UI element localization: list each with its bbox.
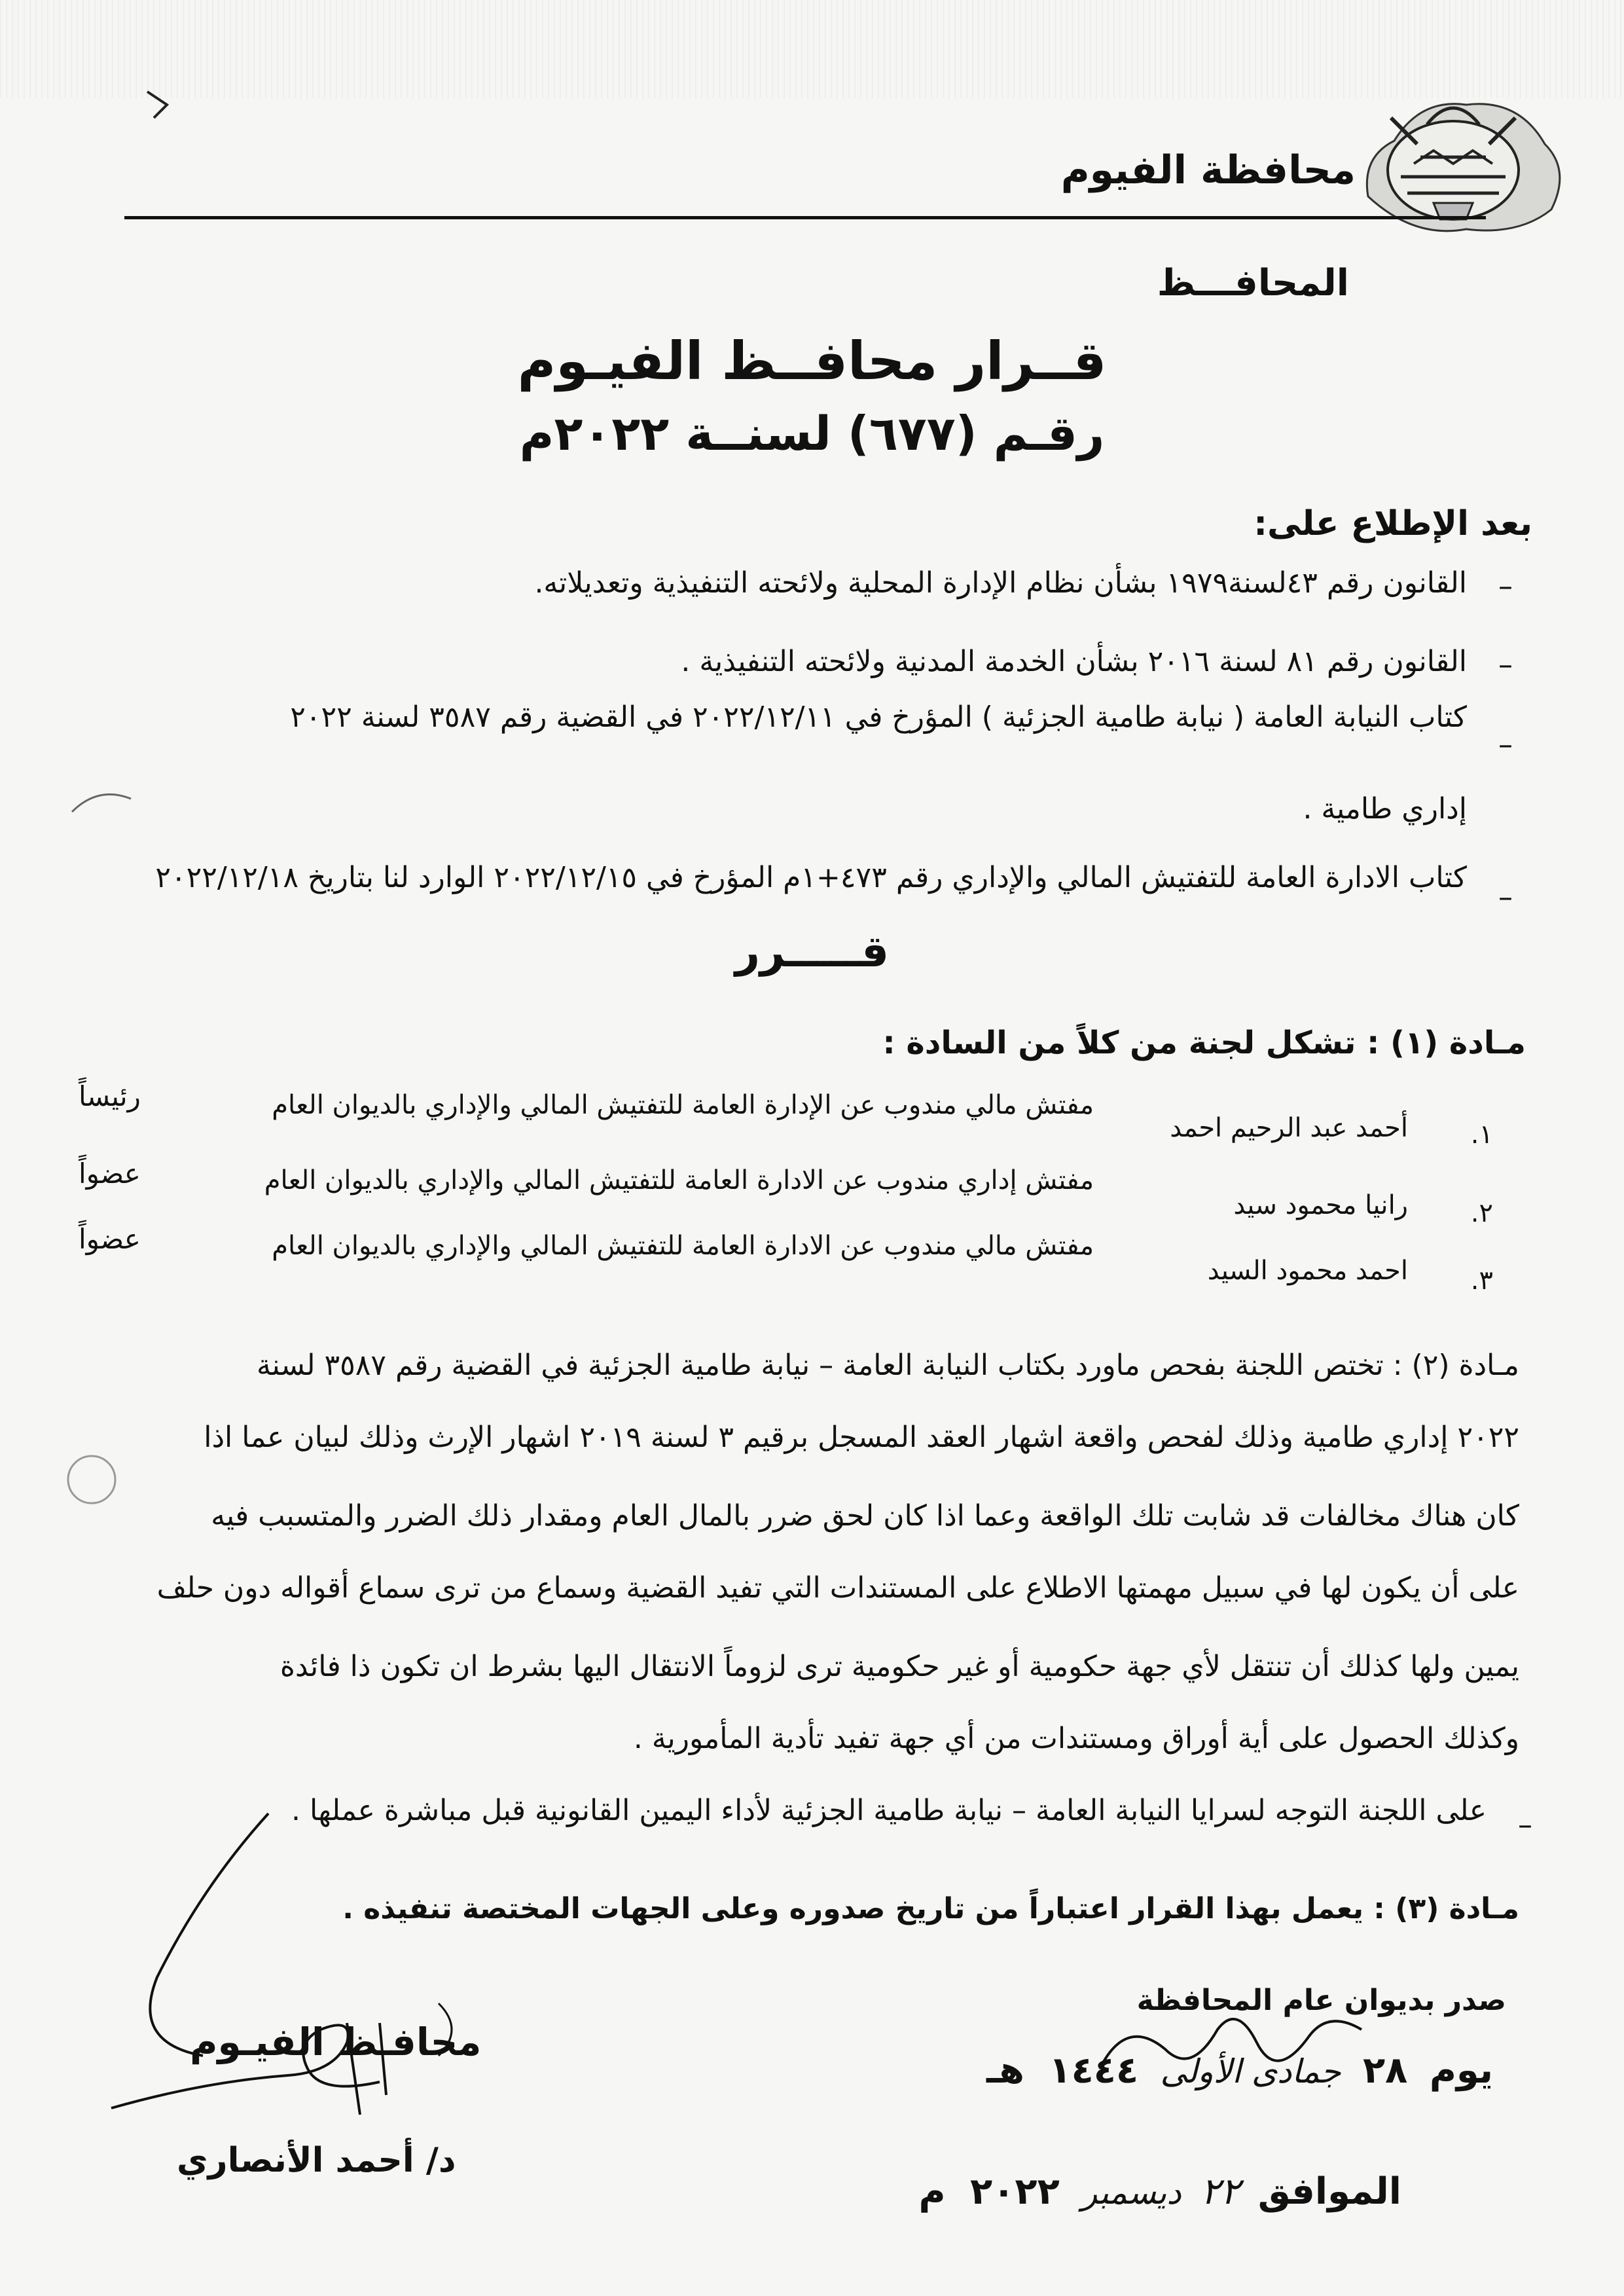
greg-month-handwritten: ديسمبر — [1081, 2174, 1182, 2212]
member-1-position: مفتش مالي مندوب عن الإدارة العامة للتفتيش المالي والإداري بالديوان العام — [272, 1090, 1094, 1120]
margin-mark — [59, 773, 151, 838]
issuance-place: صدر بديوان عام المحافظة — [1136, 1984, 1506, 2017]
governorate-name: محافظة الفيوم — [1060, 147, 1356, 193]
handwritten-signature — [72, 1807, 530, 2147]
authority-label: المحافـــظ — [1157, 262, 1349, 304]
preamble-item-1: القانون رقم ٤٣لسنة١٩٧٩ بشأن نظام الإدارة المحلية ولائحته التنفيذية وتعديلاته. — [534, 566, 1467, 600]
decision-heading: قـــــرر — [734, 926, 890, 977]
decree-title: قــرار محافــظ الفيـوم — [517, 331, 1107, 392]
article-2-line-2: ٢٠٢٢ إداري طامية وذلك لفحص واقعة اشهار العقد المسجل برقيم ٣ لسنة ٢٠١٩ اشهار الإرث وذلك لبيان عما اذا — [204, 1421, 1519, 1454]
hijri-month-handwritten: جمادى الأولى — [1160, 2052, 1341, 2090]
bullet-dash: – — [1498, 881, 1513, 914]
article-2-line-6: وكذلك الحصول على أية أوراق ومستندات من أي جهة تفيد تأدية المأمورية . — [633, 1722, 1519, 1755]
hijri-day: ٢٨ — [1362, 2049, 1408, 2092]
member-1-role: رئيساً — [79, 1080, 141, 1112]
greg-day: ٢٢ — [1200, 2170, 1240, 2213]
article-2-note: على اللجنة التوجه لسرايا النيابة العامة – نيابة طامية الجزئية لأداء اليمين القانونية قبل مباشرة عملها . — [291, 1794, 1487, 1827]
article-2-line-3: كان هناك مخالفات قد شابت تلك الواقعة وعما اذا كان لحق ضرر بالمال العام ومقدار ذلك الضرر والمتسبب فيه — [211, 1499, 1519, 1533]
member-3-position: مفتش مالي مندوب عن الادارة العامة للتفتيش المالي والإداري بالديوان العام — [272, 1231, 1094, 1261]
preamble-item-4: كتاب الادارة العامة للتفتيش المالي والإداري رقم ٤٧٣+١م المؤرخ في ٢٠٢٢/١٢/١٥ الوارد لنا بتاريخ ٢٠٢٢/١٢/١٨ — [155, 861, 1467, 894]
greg-year: ٢٠٢٢ — [970, 2170, 1060, 2213]
article-2-line-4: على أن يكون لها في سبيل مهمتها الاطلاع على المستندات التي تفيد القضية وسماع من ترى سماع أقواله دون حلف — [156, 1571, 1519, 1605]
member-3-name: احمد محمود السيد — [1207, 1256, 1408, 1286]
greg-suffix: م — [918, 2170, 946, 2213]
hijri-suffix: هـ — [986, 2049, 1024, 2092]
signatory-name: د/ أحمد الأنصاري — [177, 2141, 456, 2180]
gregorian-date — [918, 2170, 1401, 2213]
punch-hole-mark — [62, 1450, 121, 1509]
hijri-year: ١٤٤٤ — [1049, 2049, 1139, 2092]
article-3: مـادة (٣) : يعمل بهذا القرار اعتباراً من تاريخ صدوره وعلى الجهات المختصة تنفيذه . — [342, 1892, 1519, 1925]
member-1-name: أحمد عبد الرحيم احمد — [1170, 1113, 1408, 1143]
bullet-dash: – — [1498, 570, 1513, 603]
member-2-name: رانيا محمود سيد — [1233, 1190, 1408, 1220]
preamble-heading: بعد الإطلاع على: — [1254, 504, 1532, 543]
preamble-item-3: كتاب النيابة العامة ( نيابة طامية الجزئية ) المؤرخ في ٢٠٢٢/١٢/١١ في القضية رقم ٣٥٨٧ لسنة ٢٠٢٢ — [290, 701, 1467, 734]
article-2-line-5: يمين ولها كذلك أن تنتقل لأي جهة حكومية أو غير حكومية ترى لزوماً الانتقال اليها بشرط ان تكون ذا فائدة — [280, 1650, 1519, 1683]
date-initials-scribble — [1074, 1990, 1388, 2095]
greg-prefix: الموافق — [1257, 2170, 1401, 2213]
member-2-position: مفتش إداري مندوب عن الادارة العامة للتفتيش المالي والإداري بالديوان العام — [264, 1165, 1094, 1195]
member-3-num: .٣ — [1470, 1266, 1493, 1296]
article-2-line-1: مـادة (٢) : تختص اللجنة بفحص ماورد بكتاب النيابة العامة – نيابة طامية الجزئية في القضية رقم ٣٥٨٧ لسنة — [256, 1349, 1519, 1382]
member-1-num: .١ — [1470, 1120, 1493, 1150]
member-2-num: .٢ — [1470, 1198, 1493, 1228]
bullet-dash: – — [1498, 728, 1513, 761]
hijri-prefix: يوم — [1429, 2049, 1493, 2092]
bullet-dash: – — [1498, 648, 1513, 682]
member-3-role: عضواً — [79, 1223, 141, 1255]
header-divider — [124, 216, 1486, 219]
preamble-item-2: القانون رقم ٨١ لسنة ٢٠١٦ بشأن الخدمة المدنية ولائحته التنفيذية . — [681, 645, 1467, 678]
scan-speck — [141, 85, 180, 124]
signatory-title: محافـظ الفيـوم — [190, 2020, 482, 2064]
decree-number: رقـم (٦٧٧) لسنــة ٢٠٢٢م — [519, 406, 1105, 461]
member-2-role: عضواً — [79, 1157, 141, 1190]
preamble-item-3-continuation: إداري طامية . — [1303, 792, 1467, 826]
bullet-dash: – — [1518, 1808, 1532, 1842]
article-1-heading: مـادة (١) : تشكل لجنة من كلاً من السادة : — [882, 1025, 1526, 1061]
